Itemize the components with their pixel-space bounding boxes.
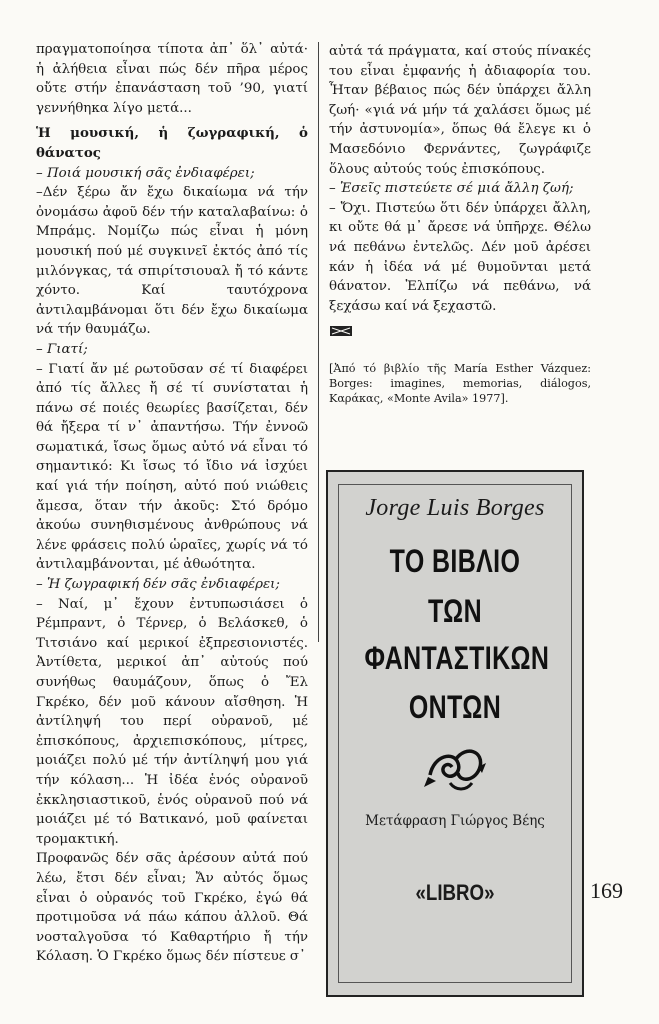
interview-question: – Ποιά μουσική σᾶς ἐνδιαφέρει;	[36, 165, 255, 181]
ad-translator: Μετάφραση Γιώργος Βέης	[365, 813, 545, 829]
paragraph: – Ὄχι. Πιστεύω ὅτι δέν ὑπάρχει ἄλλη, κι οὔτε θά μ᾽ ἄρεσε νά ὑπῆρχε. Θέλω νά πεθάνω ἐντελῶς. Δέν μοῦ ἀρέσει κάν ἡ ἰδέα νά μέ θυμοῦνται μετά θάνατον. Ἐλπίζω νά πεθάνω, νά ξεχάσω καί νά ξεχαστῶ.	[329, 200, 591, 314]
paragraph: Προφανῶς δέν σᾶς ἀρέσουν αὐτά πού λέω, ἔτσι δέν εἶναι; Ἄν αὐτός ὅμως εἶναι ὁ οὐρανός τοῦ Γκρέκο, ἐγώ θά προτιμοῦσα νά πάω κάπου ἀλλοῦ. Θά νοσταλγοῦσα τό Καθαρτήριο ἤ τήν Κόλαση. Ὁ Γκρέκο ὅμως δέν πίστευε σ᾽	[36, 851, 308, 965]
paragraph: – Γιατί ἄν μέ ρωτοῦσαν σέ τί διαφέρει ἀπό τίς ἄλλες ἤ σέ τί συνίσταται ἡ πάνω σέ ποιές θεωρίες βασίζεται, δέν θά ἤξερα τί ν᾽ ἀπαντήσω. Τήν ἐννοῶ σωματικά, ἴσως ὅμως αὐτό νά εἶναι τό σημαντικό: Κι ἴσως τό ἴδιο νά ἰσχύει καί γιά τήν ποίηση, αὐτό πού νιώθεις ἄμεσα, ὅταν τήν ἀκοῦς: Στό δρόμο ἀκούω συνηθισμένους ἀνθρώπους νά λένε φράσεις πολύ ὡραῖες, χωρίς νά τό ἀντιλαμβάνονται, μέ ἀθωότητα.	[36, 361, 308, 573]
ad-title-line: ΤΟ ΒΙΒΛΙΟ	[389, 543, 521, 579]
ad-title-line: ΤΩΝ	[427, 593, 482, 629]
ad-frame	[338, 484, 572, 983]
section-heading: Ἡ μουσική, ἡ ζωγραφική, ὁ θάνατος	[36, 125, 308, 161]
ad-title-line: ΟΝΤΩΝ	[408, 689, 502, 725]
interview-question: – Ἡ ζωγραφική δέν σᾶς ἐνδιαφέρει;	[36, 577, 280, 593]
interview-question: – Ἐσεῖς πιστεύετε σέ μιά ἄλλη ζωή;	[329, 181, 574, 197]
ad-publisher: «LIBRO»	[415, 880, 495, 905]
ad-title-line: ΦΑΝΤΑΣΤΙΚΩΝ	[364, 640, 550, 676]
page-number: 169	[590, 878, 623, 903]
ad-author: Jorge Luis Borges	[365, 495, 545, 521]
interview-question: – Γιατί;	[36, 341, 88, 357]
end-ornament-icon	[329, 322, 353, 338]
paragraph: – Ναί, μ᾽ ἔχουν ἐντυπωσιάσει ὁ Ρέμπραντ, ὁ Τέρνερ, ὁ Βελάσκεθ, ὁ Τιτσιάνο καί μερικοί ἐξπρεσιονιστές. Ἀντίθετα, μερικοί ἀπ᾽ αὐτούς πού συνήθως θαυμάζουν, ὅπως ὁ Ἔλ Γκρέκο, δέν μοῦ κάνουν αἴσθηση. Ἡ ἀντίληψή του περί οὐρανοῦ, μέ ἐπισκόπους, ἀρχιεπισκόπους, μίτρες, μοιάζει πολύ μέ τήν ἀντίληψή μου γιά τήν κόλαση... Ἡ ἰδέα ἑνός οὐρανοῦ ἐκκλησιαστικοῦ, ἑνός οὐρανοῦ πού νά μοιάζει μέ τό Βατικανό, μοῦ φαίνεται τρομακτική.	[36, 596, 308, 847]
paragraph: αὐτά τά πράγματα, καί στούς πίνακές του εἶναι ἐμφανής ἡ ἀδιαφορία του. Ἦταν βέβαιος πώς δέν ὑπάρχει ἄλλη ζωή· «γιά νά μήν τά χαλάσει ὅμως μέ τήν ἀστυνομία», ὅπως θά ἔλεγε κι ὁ Μασεδόνιο Φερνάντες, ζωγράφιζε ὅλους αὐτούς τούς ἐπισκόπους.	[329, 44, 591, 177]
book-advertisement	[326, 470, 584, 997]
citation: [Ἀπό τό βιβλίο τῆς María Esther Vázquez: Borges: imagines, memorias, diálogos, Καράκας, «Monte Avila» 1977].	[329, 361, 591, 405]
paragraph: –Δέν ξέρω ἄν ἔχω δικαίωμα νά τήν ὀνομάσω ἀφοῦ δέν τήν καταλαβαίνω: ὁ Μπράμς. Νομίζω πώς εἶναι ἡ μόνη μουσική πού μέ συγκινεῖ ἐκτός ἀπό τίς μιλόνγκας, τά σπιρίτσιουαλ ἤ τό κάντε χόντο. Καί ταυτόχρονα ἀντιλαμβάνομαι ὅτι δέν ἔχω δικαίωμα νά τήν θαυμάζω.	[36, 185, 308, 338]
left-column	[36, 40, 308, 967]
paragraph: πραγματοποίησα τίποτα ἀπ᾽ ὅλ᾽ αὐτά· ἡ ἀλήθεια εἶναι πώς δέν πῆρα μέρος οὔτε στήν ἐπανάσταση τοῦ ’90, γιατί γεννήθηκα λίγο μετά...	[36, 42, 308, 116]
dragon-ornament-icon	[420, 737, 490, 797]
